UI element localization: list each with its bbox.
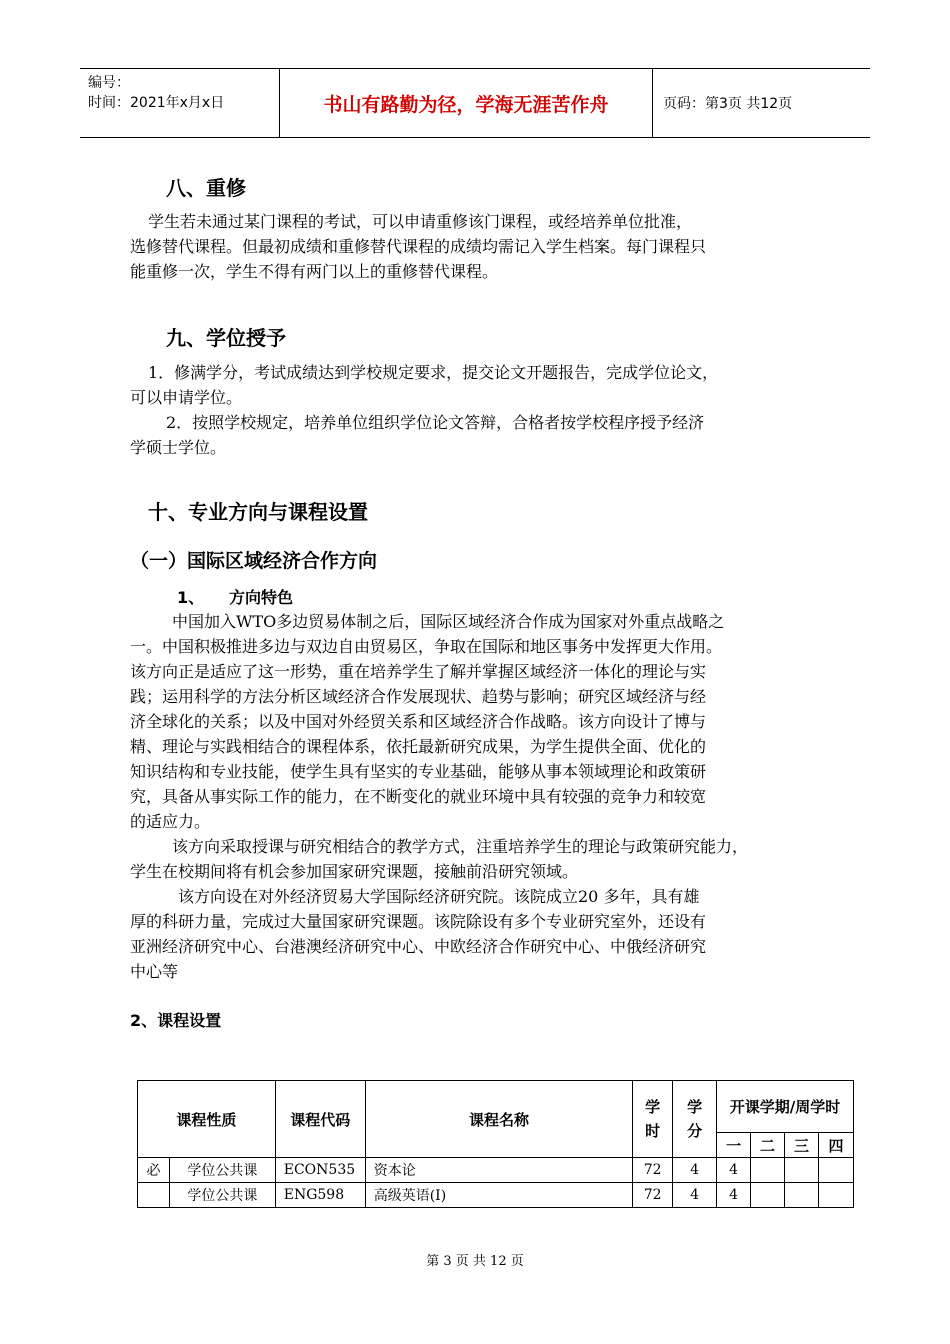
section-8-line2: 选修替代课程。但最初成绩和重修替代课程的成绩均需记入学生档案。每门课程只: [130, 237, 707, 256]
section-9-item1-line2: 可以申请学位。: [130, 388, 243, 407]
cell-nature: 学位公共课: [169, 1158, 275, 1183]
paragraph-c-line: 亚洲经济研究中心、台港澳经济研究中心、中欧经济合作研究中心、中俄经济研究: [130, 937, 707, 956]
header-course-code: 课程代码: [275, 1081, 365, 1158]
paragraph-c: [130, 884, 835, 984]
paragraph-b-line: 该方向采取授课与研究相结合的教学方式，注重培养学生的理论与政策研究能力，: [172, 837, 749, 856]
header-hours: [633, 1081, 673, 1158]
required-mark: 必: [138, 1158, 170, 1183]
cell-s3: [785, 1158, 819, 1183]
time-label: 时间：2021年x月x日: [88, 95, 225, 111]
required-mark-cont: [138, 1183, 170, 1208]
paragraph-a-line: 践；运用科学的方法分析区域经济合作发展现状、趋势与影响；研究区域经济与经: [130, 687, 707, 706]
paragraph-c-line: 厚的科研力量，完成过大量国家研究课题。该院除设有多个专业研究室外，还设有: [130, 912, 707, 931]
cell-nature: 学位公共课: [169, 1183, 275, 1208]
paragraph-a-line: 济全球化的关系；以及中国对外经贸关系和区域经济合作战略。该方向设计了博与: [130, 712, 707, 731]
cell-s2: [751, 1158, 785, 1183]
header-credits: [673, 1081, 717, 1158]
cell-s3: [785, 1183, 819, 1208]
cell-s4: [818, 1158, 853, 1183]
item-1-title: 方向特色: [229, 588, 294, 607]
paragraph-b: [130, 834, 835, 884]
subsection-1-title: （一）国际区域经济合作方向: [130, 550, 378, 572]
paragraph-a-line: 知识结构和专业技能，使学生具有坚实的专业基础，能够从事本领域理论和政策研: [130, 762, 707, 781]
item-2-title: 2、课程设置: [130, 1011, 222, 1030]
cell-s1: 4: [717, 1158, 751, 1183]
header-course-nature: 课程性质: [138, 1081, 276, 1158]
header-credits-text: 学分: [687, 1098, 703, 1140]
paragraph-a-line: 中国加入WTO多边贸易体制之后，国际区域经济合作成为国家对外重点战略之: [172, 612, 725, 631]
header-page-info: 页码：第3页 共12页: [663, 96, 793, 112]
paragraph-a-line: 一。中国积极推进多边与双边自由贸易区，争取在国际和地区事务中发挥更大作用。: [130, 637, 723, 656]
cell-hours: 72: [633, 1158, 673, 1183]
cell-name: 高级英语(Ⅰ): [365, 1183, 632, 1208]
page-header: [80, 68, 870, 138]
cell-credits: 4: [673, 1158, 717, 1183]
cell-code: ECON535: [275, 1158, 365, 1183]
paragraph-a-line: 该方向正是适应了这一形势，重在培养学生了解并掌握区域经济一体化的理论与实: [130, 662, 707, 681]
number-label: 编号：: [88, 75, 130, 91]
header-course-name: 课程名称: [365, 1081, 632, 1158]
table-row: [138, 1158, 854, 1183]
header-semester-1: 一: [717, 1133, 751, 1158]
item-1-number: 1、: [177, 588, 205, 607]
header-semester-2: 二: [751, 1133, 785, 1158]
cell-s4: [818, 1183, 853, 1208]
course-table: [137, 1080, 854, 1208]
page-footer: 第 3 页 共 12 页: [426, 1254, 524, 1269]
section-9-item2-line2: 学硕士学位。: [130, 438, 227, 457]
cell-s2: [751, 1183, 785, 1208]
header-semester-3: 三: [785, 1133, 819, 1158]
header-semester: 开课学期/周学时: [717, 1081, 854, 1133]
cell-credits: 4: [673, 1183, 717, 1208]
section-9-title: 九、学位授予: [166, 326, 286, 350]
section-9-item1-line1: 1．修满学分，考试成绩达到学校规定要求，提交论文开题报告，完成学位论文，: [148, 363, 719, 382]
paragraph-b-line: 学生在校期间将有机会参加国家研究课题，接触前沿研究领域。: [130, 862, 579, 881]
cell-hours: 72: [633, 1183, 673, 1208]
header-motto: 书山有路勤为径，学海无涯苦作舟: [280, 69, 653, 137]
paragraph-a-line: 的适应力。: [130, 812, 211, 831]
cell-name: 资本论: [365, 1158, 632, 1183]
table-row: [138, 1183, 854, 1208]
paragraph-a-line: 精、理论与实践相结合的课程体系，依托最新研究成果，为学生提供全面、优化的: [130, 737, 707, 756]
header-meta: [80, 69, 280, 137]
header-hours-text: 学时: [645, 1098, 661, 1140]
cell-s1: 4: [717, 1183, 751, 1208]
paragraph-a-line: 究，具备从事实际工作的能力，在不断变化的就业环境中具有较强的竞争力和较宽: [130, 787, 707, 806]
section-8-line3: 能重修一次，学生不得有两门以上的重修替代课程。: [130, 262, 499, 281]
section-9-item2-line1: 2．按照学校规定，培养单位组织学位论文答辩，合格者按学校程序授予经济: [166, 413, 705, 432]
section-8-line1: 学生若未通过某门课程的考试，可以申请重修该门课程，或经培养单位批准，: [148, 212, 693, 231]
header-semester-4: 四: [818, 1133, 853, 1158]
section-8-title: 八、重修: [166, 176, 246, 200]
paragraph-c-line: 该方向设在对外经济贸易大学国际经济研究院。该院成立20 多年，具有雄: [178, 887, 700, 906]
paragraph-a: [130, 609, 835, 834]
section-10-title: 十、专业方向与课程设置: [148, 500, 368, 524]
paragraph-c-line: 中心等: [130, 962, 179, 981]
cell-code: ENG598: [275, 1183, 365, 1208]
